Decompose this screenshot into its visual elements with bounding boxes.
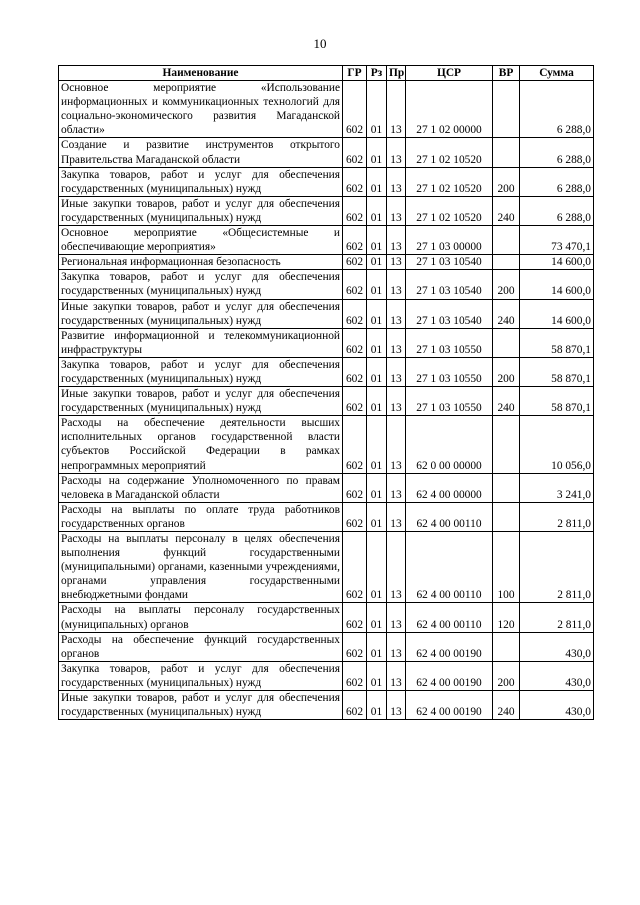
row-gr: 602 — [343, 357, 367, 386]
row-vr — [493, 328, 520, 357]
header-rz: Рз — [367, 66, 387, 81]
row-gr: 602 — [343, 603, 367, 632]
row-pr: 13 — [387, 661, 406, 690]
row-csr: 27 1 02 10520 — [406, 167, 493, 196]
row-name: Основное мероприятие «Использование информационных и коммуникационных технологий для социально-экономического развития Магаданской области» — [59, 81, 343, 138]
row-sum: 430,0 — [520, 661, 594, 690]
row-gr: 602 — [343, 502, 367, 531]
row-sum: 73 470,1 — [520, 226, 594, 255]
row-gr: 602 — [343, 226, 367, 255]
row-rz: 01 — [367, 691, 387, 720]
row-pr: 13 — [387, 167, 406, 196]
row-gr: 602 — [343, 167, 367, 196]
table-row — [59, 691, 594, 720]
row-rz: 01 — [367, 502, 387, 531]
row-name: Расходы на обеспечение деятельности высших исполнительных органов государственной власти субъектов Российской Федерации в рамках непрограммных мероприятий — [59, 416, 343, 473]
header-name: Наименование — [59, 66, 343, 81]
row-vr — [493, 226, 520, 255]
table-row — [59, 473, 594, 502]
row-sum: 58 870,1 — [520, 387, 594, 416]
row-csr: 62 4 00 00190 — [406, 661, 493, 690]
table-row — [59, 357, 594, 386]
table-row — [59, 167, 594, 196]
row-gr: 602 — [343, 255, 367, 270]
header-csr: ЦСР — [406, 66, 493, 81]
row-sum: 14 600,0 — [520, 270, 594, 299]
row-rz: 01 — [367, 328, 387, 357]
table-row — [59, 661, 594, 690]
row-gr: 602 — [343, 632, 367, 661]
row-rz: 01 — [367, 81, 387, 138]
row-sum: 14 600,0 — [520, 255, 594, 270]
header-gr: ГР — [343, 66, 367, 81]
row-pr: 13 — [387, 532, 406, 603]
table-row — [59, 532, 594, 603]
table-row — [59, 270, 594, 299]
row-vr — [493, 473, 520, 502]
row-csr: 27 1 02 00000 — [406, 81, 493, 138]
row-rz: 01 — [367, 167, 387, 196]
row-vr: 200 — [493, 270, 520, 299]
row-csr: 62 4 00 00110 — [406, 603, 493, 632]
row-gr: 602 — [343, 328, 367, 357]
row-sum: 2 811,0 — [520, 502, 594, 531]
table-row — [59, 226, 594, 255]
row-rz: 01 — [367, 270, 387, 299]
row-vr — [493, 81, 520, 138]
header-pr: Пр — [387, 66, 406, 81]
table-row — [59, 328, 594, 357]
row-vr: 200 — [493, 167, 520, 196]
row-pr: 13 — [387, 473, 406, 502]
table-header-row — [59, 66, 594, 81]
row-gr: 602 — [343, 138, 367, 167]
header-sum: Сумма — [520, 66, 594, 81]
row-gr: 602 — [343, 473, 367, 502]
row-gr: 602 — [343, 691, 367, 720]
row-sum: 430,0 — [520, 632, 594, 661]
row-csr: 62 4 00 00110 — [406, 502, 493, 531]
row-name: Региональная информационная безопасность — [59, 255, 343, 270]
row-name: Иные закупки товаров, работ и услуг для обеспечения государственных (муниципальных) нужд — [59, 196, 343, 225]
row-gr: 602 — [343, 81, 367, 138]
row-rz: 01 — [367, 416, 387, 473]
row-name: Иные закупки товаров, работ и услуг для обеспечения государственных (муниципальных) нужд — [59, 299, 343, 328]
row-sum: 58 870,1 — [520, 357, 594, 386]
row-name: Закупка товаров, работ и услуг для обеспечения государственных (муниципальных) нужд — [59, 661, 343, 690]
table-row — [59, 299, 594, 328]
row-sum: 6 288,0 — [520, 81, 594, 138]
row-sum: 10 056,0 — [520, 416, 594, 473]
row-sum: 6 288,0 — [520, 138, 594, 167]
row-sum: 6 288,0 — [520, 196, 594, 225]
row-gr: 602 — [343, 661, 367, 690]
row-name: Иные закупки товаров, работ и услуг для обеспечения государственных (муниципальных) нужд — [59, 387, 343, 416]
table-row — [59, 81, 594, 138]
row-vr — [493, 255, 520, 270]
row-name: Расходы на выплаты персоналу государственных (муниципальных) органов — [59, 603, 343, 632]
row-pr: 13 — [387, 196, 406, 225]
row-rz: 01 — [367, 387, 387, 416]
row-csr: 27 1 02 10520 — [406, 138, 493, 167]
row-csr: 27 1 03 10550 — [406, 387, 493, 416]
row-sum: 58 870,1 — [520, 328, 594, 357]
table-row — [59, 387, 594, 416]
row-csr: 62 4 00 00190 — [406, 632, 493, 661]
row-vr: 200 — [493, 661, 520, 690]
row-csr: 62 4 00 00000 — [406, 473, 493, 502]
page-number: 10 — [313, 36, 327, 51]
row-vr — [493, 416, 520, 473]
row-name: Расходы на выплаты по оплате труда работников государственных органов — [59, 502, 343, 531]
row-vr: 100 — [493, 532, 520, 603]
table-row — [59, 502, 594, 531]
row-rz: 01 — [367, 138, 387, 167]
row-vr: 200 — [493, 357, 520, 386]
table-row — [59, 632, 594, 661]
row-gr: 602 — [343, 387, 367, 416]
row-name: Закупка товаров, работ и услуг для обеспечения государственных (муниципальных) нужд — [59, 357, 343, 386]
row-csr: 27 1 03 10540 — [406, 270, 493, 299]
row-pr: 13 — [387, 691, 406, 720]
row-sum: 14 600,0 — [520, 299, 594, 328]
row-sum: 2 811,0 — [520, 603, 594, 632]
row-name: Расходы на содержание Уполномоченного по правам человека в Магаданской области — [59, 473, 343, 502]
row-vr: 240 — [493, 299, 520, 328]
row-name: Создание и развитие инструментов открытого Правительства Магаданской области — [59, 138, 343, 167]
row-pr: 13 — [387, 138, 406, 167]
row-csr: 27 1 03 10540 — [406, 255, 493, 270]
row-pr: 13 — [387, 226, 406, 255]
row-sum: 430,0 — [520, 691, 594, 720]
row-csr: 27 1 03 10540 — [406, 299, 493, 328]
row-rz: 01 — [367, 603, 387, 632]
row-vr — [493, 502, 520, 531]
row-vr: 240 — [493, 691, 520, 720]
row-pr: 13 — [387, 416, 406, 473]
row-vr: 240 — [493, 387, 520, 416]
table-row — [59, 416, 594, 473]
row-pr: 13 — [387, 632, 406, 661]
row-gr: 602 — [343, 299, 367, 328]
row-sum: 6 288,0 — [520, 167, 594, 196]
row-rz: 01 — [367, 255, 387, 270]
row-vr — [493, 632, 520, 661]
row-vr: 240 — [493, 196, 520, 225]
row-pr: 13 — [387, 387, 406, 416]
table-row — [59, 196, 594, 225]
row-rz: 01 — [367, 226, 387, 255]
row-csr: 27 1 03 00000 — [406, 226, 493, 255]
row-rz: 01 — [367, 299, 387, 328]
row-sum: 2 811,0 — [520, 532, 594, 603]
table-row — [59, 255, 594, 270]
row-pr: 13 — [387, 357, 406, 386]
row-pr: 13 — [387, 299, 406, 328]
row-gr: 602 — [343, 532, 367, 603]
row-name: Закупка товаров, работ и услуг для обеспечения государственных (муниципальных) нужд — [59, 167, 343, 196]
row-name: Развитие информационной и телекоммуникационной инфраструктуры — [59, 328, 343, 357]
header-vr: ВР — [493, 66, 520, 81]
row-name: Основное мероприятие «Общесистемные и обеспечивающие мероприятия» — [59, 226, 343, 255]
row-csr: 62 4 00 00190 — [406, 691, 493, 720]
row-csr: 62 0 00 00000 — [406, 416, 493, 473]
row-pr: 13 — [387, 270, 406, 299]
row-gr: 602 — [343, 416, 367, 473]
table-row — [59, 138, 594, 167]
row-rz: 01 — [367, 473, 387, 502]
row-csr: 27 1 02 10520 — [406, 196, 493, 225]
row-rz: 01 — [367, 532, 387, 603]
row-rz: 01 — [367, 196, 387, 225]
row-gr: 602 — [343, 196, 367, 225]
row-csr: 27 1 03 10550 — [406, 328, 493, 357]
row-name: Иные закупки товаров, работ и услуг для обеспечения государственных (муниципальных) нужд — [59, 691, 343, 720]
row-pr: 13 — [387, 502, 406, 531]
table-row — [59, 603, 594, 632]
row-rz: 01 — [367, 661, 387, 690]
row-gr: 602 — [343, 270, 367, 299]
row-pr: 13 — [387, 255, 406, 270]
row-pr: 13 — [387, 328, 406, 357]
row-rz: 01 — [367, 632, 387, 661]
row-name: Расходы на обеспечение функций государственных органов — [59, 632, 343, 661]
row-pr: 13 — [387, 603, 406, 632]
row-vr — [493, 138, 520, 167]
row-name: Расходы на выплаты персоналу в целях обеспечения выполнения функций государственными (муниципальными) органами, казенными учреждениями, органами управления государственными внебюджетными фондами — [59, 532, 343, 603]
row-csr: 27 1 03 10550 — [406, 357, 493, 386]
row-pr: 13 — [387, 81, 406, 138]
budget-table — [58, 65, 594, 720]
row-csr: 62 4 00 00110 — [406, 532, 493, 603]
row-rz: 01 — [367, 357, 387, 386]
row-name: Закупка товаров, работ и услуг для обеспечения государственных (муниципальных) нужд — [59, 270, 343, 299]
row-sum: 3 241,0 — [520, 473, 594, 502]
row-vr: 120 — [493, 603, 520, 632]
